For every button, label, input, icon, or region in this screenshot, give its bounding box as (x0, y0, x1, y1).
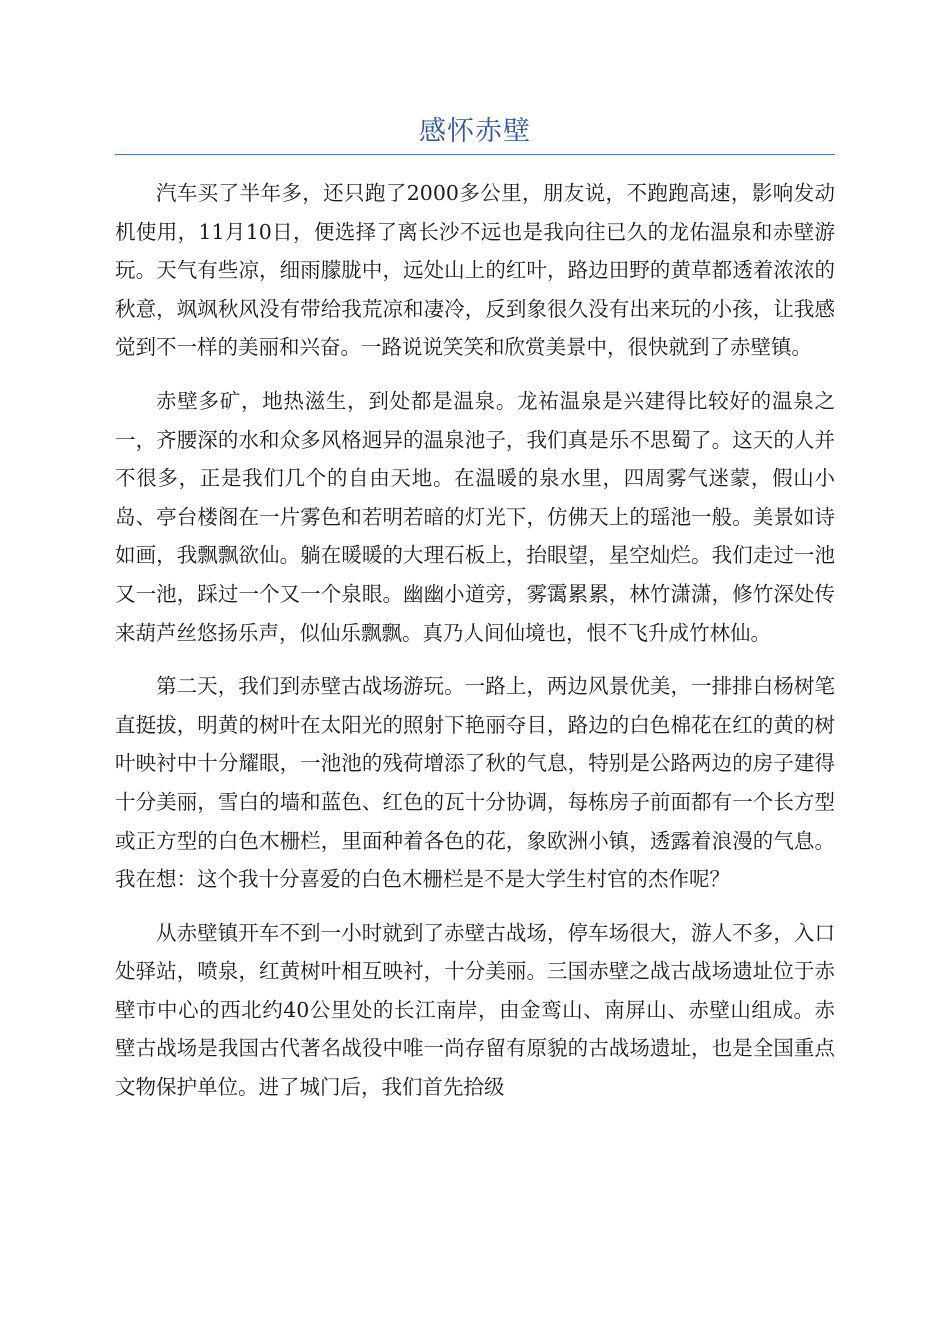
paragraph-1: 汽车买了半年多，还只跑了2000多公里，朋友说，不跑跑高速，影响发动机使用，11月10日，便选择了离长沙不远也是我向往已久的龙佑温泉和赤壁游玩。天气有些凉，细雨朦胧中，远处山上的红叶，路边田野的黄草都透着浓浓的秋意，飒飒秋风没有带给我荒凉和凄冷，反到象很久没有出来玩的小孩，让我感觉到不一样的美丽和兴奋。一路说说笑笑和欣赏美景中，很快就到了赤壁镇。 (115, 181, 835, 360)
title-underline (115, 154, 835, 155)
paragraph-4: 从赤壁镇开车不到一小时就到了赤壁古战场，停车场很大，游人不多，入口处驿站，喷泉，红黄树叶相互映衬，十分美丽。三国赤壁之战古战场遗址位于赤壁市中心的西北约40公里处的长江南岸，由金鸾山、南屏山、赤壁山组成。赤壁古战场是我国古代著名战役中唯一尚存留有原貌的古战场遗址，也是全国重点文物保护单位。进了城门后，我们首先拾级 (115, 920, 835, 1100)
page-title: 感怀赤壁 (419, 116, 531, 147)
document-body (115, 174, 835, 1122)
paragraph-3: 第二天，我们到赤壁古战场游玩。一路上，两边风景优美，一排排白杨树笔直挺拔，明黄的树叶在太阳光的照射下艳丽夺目，路边的白色棉花在红的黄的树叶映衬中十分耀眼，一池池的残荷增添了秋的气息，特别是公路两边的房子建得十分美丽，雪白的墙和蓝色、红色的瓦十分协调，每栋房子前面都有一个长方型或正方型的白色木栅栏，里面种着各色的花，象欧洲小镇，透露着浪漫的气息。我在想：这个我十分喜爱的白色木栅栏是不是大学生村官的杰作呢？ (115, 674, 835, 892)
paragraph-2: 赤壁多矿，地热滋生，到处都是温泉。龙祐温泉是兴建得比较好的温泉之一，齐腰深的水和众多风格迥异的温泉池子，我们真是乐不思蜀了。这天的人并不很多，正是我们几个的自由天地。在温暖的泉水里，四周雾气迷蒙，假山小岛、亭台楼阁在一片雾色和若明若暗的灯光下，仿佛天上的瑶池一般。美景如诗如画，我飘飘欲仙。躺在暖暖的大理石板上，抬眼望，星空灿烂。我们走过一池又一池，踩过一个又一个泉眼。幽幽小道旁，雾霭累累，林竹潇潇，修竹深处传来葫芦丝悠扬乐声，似仙乐飘飘。真乃人间仙境也，恨不飞升成竹林仙。 (115, 388, 835, 645)
